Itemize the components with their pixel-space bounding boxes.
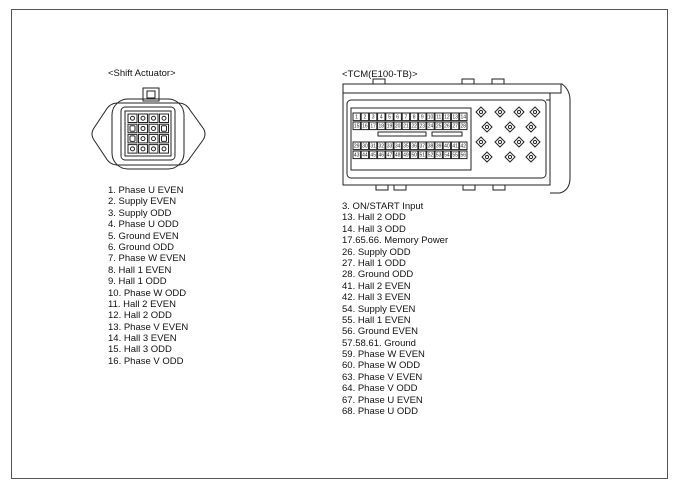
- tcm-pin-number: 24: [427, 123, 434, 130]
- pin-label: 67. Phase U EVEN: [342, 394, 423, 406]
- tcm-pin-number: 44: [362, 152, 368, 159]
- tcm-pin-number: 33: [386, 143, 393, 150]
- tcm-pin-number: 21: [403, 123, 409, 130]
- tcm-pin-number: 41: [452, 143, 458, 150]
- pin-label: 41. Hall 2 EVEN: [342, 280, 411, 292]
- tcm-pin-number: 31: [370, 143, 376, 150]
- tcm-cavity-terminal: [498, 110, 501, 113]
- tcm-pin-number: 35: [403, 143, 409, 150]
- tcm-cavity-terminal: [508, 155, 511, 158]
- tcm-pin-number: 34: [394, 143, 401, 150]
- pin-label: 57.58.61. Ground: [342, 337, 416, 349]
- tcm-cavity: [514, 137, 524, 147]
- tcm-pin-number: 10: [427, 114, 434, 121]
- tcm-pin-number: 14: [460, 114, 467, 121]
- pin-label: 2. Supply EVEN: [108, 196, 177, 208]
- tcm-pin-number: 40: [444, 143, 450, 150]
- tcm-cavity-terminal: [508, 125, 511, 128]
- tcm-cavity-terminal: [517, 110, 520, 113]
- pin-label: 4. Phase U ODD: [108, 219, 179, 231]
- tcm-cavity-terminal: [498, 140, 501, 143]
- pin-label: 54. Supply EVEN: [342, 303, 416, 315]
- tcm-pin-number: 32: [378, 143, 385, 150]
- tcm-pin-number: 20: [394, 123, 401, 130]
- tcm-cavity: [476, 137, 486, 147]
- tcm-pin-number: 16: [362, 123, 368, 130]
- pin-label: 59. Phase W EVEN: [342, 349, 425, 361]
- tcm-cavity-terminal: [479, 140, 482, 143]
- pin-label: 27. Hall 1 ODD: [342, 257, 406, 269]
- tcm-cavity: [495, 137, 505, 147]
- pin-label: 12. Hall 2 ODD: [108, 310, 172, 322]
- tcm-large-cavities: [476, 107, 540, 162]
- tcm-cavity-terminal: [533, 140, 536, 143]
- tcm-pin-number: 43: [353, 152, 360, 159]
- tcm-pin-number: 1: [355, 114, 359, 121]
- tcm-pin-number: 45: [370, 152, 376, 159]
- tcm-pin-number: 22: [411, 123, 417, 130]
- tcm-pin-number: 51: [419, 152, 426, 159]
- tcm-cavity-terminal: [517, 140, 520, 143]
- tcm-pin-number: 15: [353, 123, 360, 130]
- tcm-cavity: [482, 122, 492, 132]
- shift-actuator-title: <Shift Actuator>: [108, 68, 176, 79]
- pin-label: 3. ON/START Input: [342, 201, 424, 212]
- tcm-pin-number: 19: [386, 123, 393, 130]
- tcm-pin-number: 27: [452, 123, 458, 130]
- tcm-cavity-terminal: [485, 125, 488, 128]
- tcm-cavity-terminal: [479, 110, 482, 113]
- tcm-pin-number: 53: [435, 152, 442, 159]
- tcm-pin-number: 26: [444, 123, 450, 130]
- tcm-pin-number: 55: [452, 152, 458, 159]
- tcm-title: <TCM(E100-TB)>: [342, 69, 418, 80]
- tcm-cavity: [482, 152, 492, 162]
- pin-label: 3. Supply ODD: [108, 207, 172, 219]
- tcm-pin-number: 54: [444, 152, 450, 159]
- tcm-cavity-terminal: [529, 155, 532, 158]
- shift-actuator-pin-list: [108, 185, 188, 367]
- tcm-cavity: [526, 152, 536, 162]
- pin-label: 6. Ground ODD: [108, 241, 174, 253]
- pin-label: 13. Phase V EVEN: [108, 321, 189, 333]
- pin-label: 7. Phase W EVEN: [108, 253, 186, 265]
- tcm-pin-number: 13: [452, 114, 458, 121]
- tcm-cavity: [505, 122, 515, 132]
- pin-label: 13. Hall 2 ODD: [342, 212, 406, 224]
- tcm-pin-number: 11: [436, 114, 442, 121]
- tcm-pin-number: 25: [435, 123, 442, 130]
- tcm-pin-number: 52: [427, 152, 434, 159]
- pin-label: 9. Hall 1 ODD: [108, 276, 167, 288]
- tcm-pin-number: 49: [403, 152, 409, 159]
- tcm-pin-number: 46: [378, 152, 385, 159]
- tcm-pin-number: 38: [427, 143, 434, 150]
- tcm-pin-number: 2: [363, 114, 367, 121]
- tcm-pin-number: 36: [411, 143, 417, 150]
- tcm-pin-number: 56: [460, 152, 467, 159]
- tcm-pin-number: 17: [370, 123, 376, 130]
- tcm-cavity: [505, 152, 515, 162]
- pin-label: 26. Supply ODD: [342, 246, 411, 258]
- pin-label: 42. Hall 3 EVEN: [342, 292, 411, 304]
- pin-label: 1. Phase U EVEN: [108, 185, 184, 196]
- tcm-pin-number: 28: [460, 123, 467, 130]
- tcm-cavity: [526, 122, 536, 132]
- tcm-pin-list: [342, 201, 448, 417]
- tcm-pin-number: 4: [379, 114, 383, 121]
- tcm-pin-number: 29: [353, 143, 360, 150]
- tcm-cavity: [476, 107, 486, 117]
- pin-label: 16. Phase V ODD: [108, 355, 184, 367]
- tcm-pin-number: 12: [444, 114, 450, 121]
- tcm-pin-number: 48: [394, 152, 401, 159]
- tcm-pin-number: 6: [396, 114, 400, 121]
- pin-label: 8. Hall 1 EVEN: [108, 264, 172, 276]
- pin-label: 5. Ground EVEN: [108, 230, 179, 242]
- tcm-pin-number: 39: [435, 143, 442, 150]
- tcm-pin-number: 3: [371, 114, 375, 121]
- pin-label: 68. Phase U ODD: [342, 406, 419, 418]
- tcm-pin-number: 18: [378, 123, 385, 130]
- tcm-cavity: [530, 107, 540, 117]
- tcm-cavity: [530, 137, 540, 147]
- pin-label: 55. Hall 1 EVEN: [342, 314, 411, 326]
- pin-label: 17.65.66. Memory Power: [342, 235, 449, 247]
- tcm-cavity: [514, 107, 524, 117]
- tcm-cavity-terminal: [485, 155, 488, 158]
- pin-label: 56. Ground EVEN: [342, 326, 419, 338]
- tcm-pin-number: 7: [404, 114, 408, 121]
- tcm-pin-number: 5: [388, 114, 391, 121]
- tcm-pin-number: 50: [411, 152, 417, 159]
- tcm-pin-number: 23: [419, 123, 426, 130]
- tcm-pin-number: 42: [460, 143, 467, 150]
- pin-label: 28. Ground ODD: [342, 269, 414, 281]
- pin-label: 14. Hall 3 EVEN: [108, 333, 177, 345]
- tcm-cavity-terminal: [533, 110, 536, 113]
- pin-label: 15. Hall 3 ODD: [108, 344, 172, 356]
- tcm-pin-number: 37: [419, 143, 426, 150]
- pin-label: 60. Phase W ODD: [342, 360, 421, 372]
- tcm-cavity: [495, 107, 505, 117]
- pin-label: 14. Hall 3 ODD: [342, 223, 406, 235]
- tcm-cavity-terminal: [529, 125, 532, 128]
- tcm-pin-number: 30: [362, 143, 368, 150]
- pin-label: 10. Phase W ODD: [108, 287, 187, 299]
- tcm-pin-number: 47: [386, 152, 393, 159]
- pin-label: 63. Phase V EVEN: [342, 371, 423, 383]
- tcm-pin-number: 8: [412, 114, 416, 121]
- pin-label: 64. Phase V ODD: [342, 383, 418, 395]
- tcm-pin-number: 9: [420, 114, 424, 121]
- pin-label: 11. Hall 2 EVEN: [108, 298, 176, 310]
